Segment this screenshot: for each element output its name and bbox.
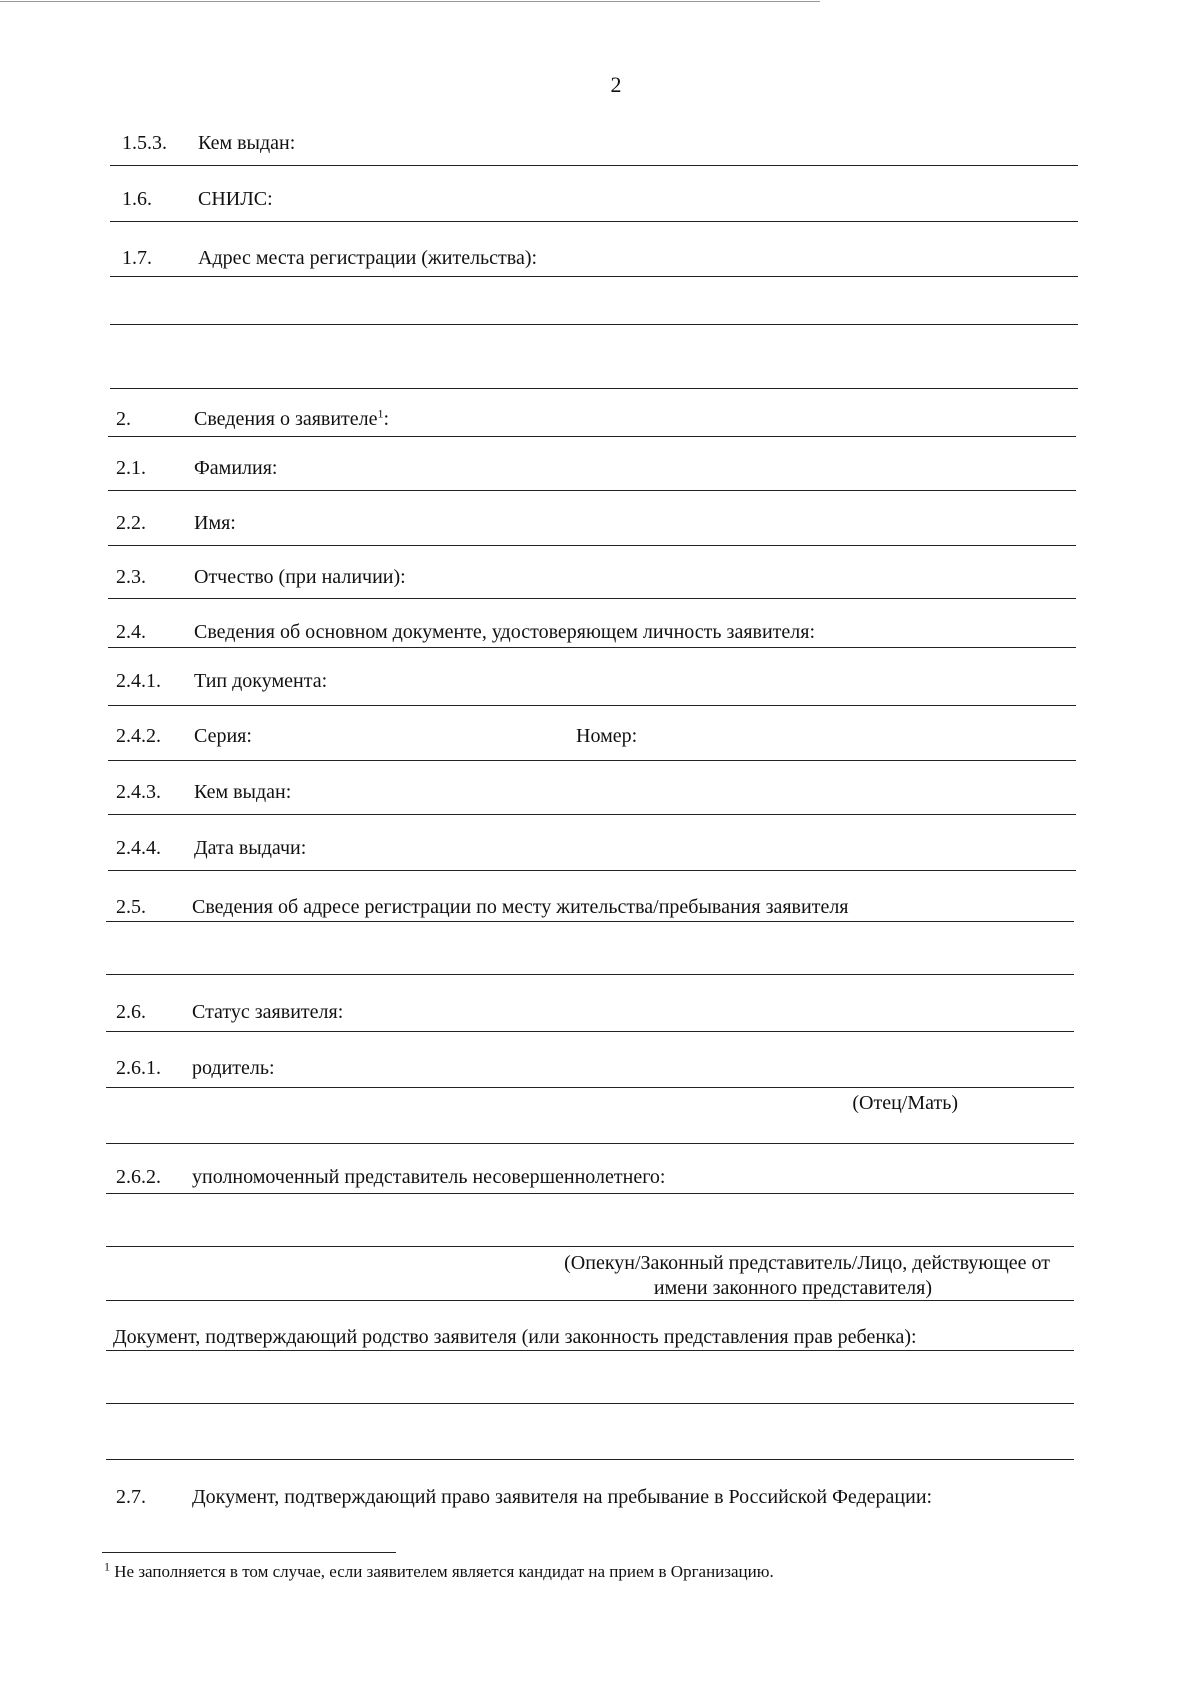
- field-2-3: [116, 562, 1076, 592]
- field-number: 2.4.3.: [116, 781, 161, 803]
- field-label: Сведения об адресе регистрации по месту жительства/пребывания заявителя: [192, 896, 849, 918]
- hint-representative-line2: имени законного представителя): [653, 1277, 932, 1299]
- field-label: уполномоченный представитель несовершеннолетнего:: [192, 1166, 666, 1188]
- field-1-7: [122, 243, 1082, 273]
- fill-line[interactable]: [110, 165, 1078, 166]
- footnote: [104, 1560, 774, 1584]
- fill-line[interactable]: [110, 221, 1078, 222]
- field-number: 2.1.: [116, 457, 146, 479]
- field-label: Кем выдан:: [198, 132, 296, 154]
- fill-line[interactable]: [106, 1300, 1074, 1301]
- field-label: Статус заявителя:: [192, 1001, 344, 1023]
- fill-line[interactable]: [106, 1087, 1074, 1088]
- field-label: Серия:: [194, 725, 252, 747]
- field-2-4-3: [116, 777, 1076, 807]
- fill-line[interactable]: [106, 1459, 1074, 1460]
- hint-parent: (Отец/Мать): [852, 1092, 958, 1114]
- fill-line[interactable]: [108, 545, 1076, 546]
- field-label: Дата выдачи:: [194, 837, 307, 859]
- fill-line[interactable]: [110, 388, 1078, 389]
- field-2-1: [116, 453, 1076, 483]
- field-number: 2.6.1.: [116, 1057, 161, 1079]
- fill-line[interactable]: [106, 1031, 1074, 1032]
- field-1-6: [122, 184, 1082, 214]
- fill-line[interactable]: [106, 1193, 1074, 1194]
- field-number: 2.4.: [116, 621, 146, 643]
- field-number: 2.6.2.: [116, 1166, 161, 1188]
- field-label: Отчество (при наличии):: [194, 566, 406, 588]
- fill-line[interactable]: [108, 647, 1076, 648]
- field-label: Тип документа:: [194, 670, 328, 692]
- field-number: 2.3.: [116, 566, 146, 588]
- fill-line[interactable]: [108, 870, 1076, 871]
- fill-line[interactable]: [108, 760, 1076, 761]
- field-number: 1.7.: [122, 247, 152, 269]
- fill-line[interactable]: [108, 490, 1076, 491]
- fill-line[interactable]: [108, 598, 1076, 599]
- field-number: 2.2.: [116, 512, 146, 534]
- field-number: 2.6.: [116, 1001, 146, 1023]
- field-label: Сведения о заявителе: [194, 408, 378, 430]
- field-2-4-4: [116, 833, 1076, 863]
- footnote-separator: [102, 1552, 396, 1553]
- fill-line[interactable]: [108, 436, 1076, 437]
- page-number: 2: [610, 72, 622, 97]
- scan-top-edge: [0, 1, 820, 2]
- field-label: Документ, подтверждающий родство заявителя (или законность представления прав ребенка):: [113, 1326, 917, 1348]
- field-2-7: [116, 1482, 1076, 1512]
- field-2-4-2: [116, 721, 1076, 751]
- fill-line[interactable]: [108, 814, 1076, 815]
- field-number: 2.4.2.: [116, 725, 161, 747]
- field-2-2: [116, 508, 1076, 538]
- fill-line[interactable]: [106, 1143, 1074, 1144]
- field-label: Документ, подтверждающий право заявителя на пребывание в Российской Федерации:: [192, 1486, 933, 1508]
- field-2-6-1: [116, 1053, 1076, 1083]
- section-2-heading: [116, 404, 1076, 434]
- hint-representative-line1: (Опекун/Законный представитель/Лицо, действующее от: [564, 1252, 1050, 1274]
- field-label: Имя:: [194, 512, 236, 534]
- field-number: 2.4.4.: [116, 837, 161, 859]
- fill-line[interactable]: [106, 921, 1074, 922]
- fill-line[interactable]: [106, 974, 1074, 975]
- fill-line[interactable]: [106, 1403, 1074, 1404]
- field-label: СНИЛС:: [198, 188, 273, 210]
- field-number: 1.6.: [122, 188, 152, 210]
- field-label: Сведения об основном документе, удостоверяющем личность заявителя:: [194, 621, 816, 643]
- field-label: Кем выдан:: [194, 781, 292, 803]
- fill-line[interactable]: [110, 324, 1078, 325]
- field-number: 1.5.3.: [122, 132, 167, 154]
- field-number: 2.5.: [116, 896, 146, 918]
- field-label: родитель:: [192, 1057, 275, 1079]
- field-label-suffix: :: [383, 408, 390, 430]
- footnote-mark: 1: [104, 1559, 110, 1574]
- field-2-4: [116, 617, 1076, 647]
- field-label: Фамилия:: [194, 457, 278, 479]
- field-number: 2.: [116, 408, 131, 430]
- footnote-mark: 1: [377, 406, 384, 421]
- fill-line[interactable]: [110, 276, 1078, 277]
- field-2-4-1: [116, 666, 1076, 696]
- field-1-5-3: [122, 128, 1082, 158]
- footnote-text: Не заполняется в том случае, если заявителем является кандидат на прием в Организацию.: [114, 1562, 774, 1581]
- fill-line[interactable]: [108, 705, 1076, 706]
- field-label: Адрес места регистрации (жительства):: [198, 247, 538, 269]
- field-2-5: [116, 892, 1076, 922]
- field-relationship-document: [113, 1322, 1079, 1352]
- field-number: 2.7.: [116, 1486, 146, 1508]
- field-label-number: Номер:: [576, 725, 638, 747]
- fill-line[interactable]: [106, 1350, 1074, 1351]
- fill-line[interactable]: [106, 1246, 1074, 1247]
- field-2-6: [116, 997, 1076, 1027]
- field-number: 2.4.1.: [116, 670, 161, 692]
- field-2-6-2: [116, 1162, 1076, 1192]
